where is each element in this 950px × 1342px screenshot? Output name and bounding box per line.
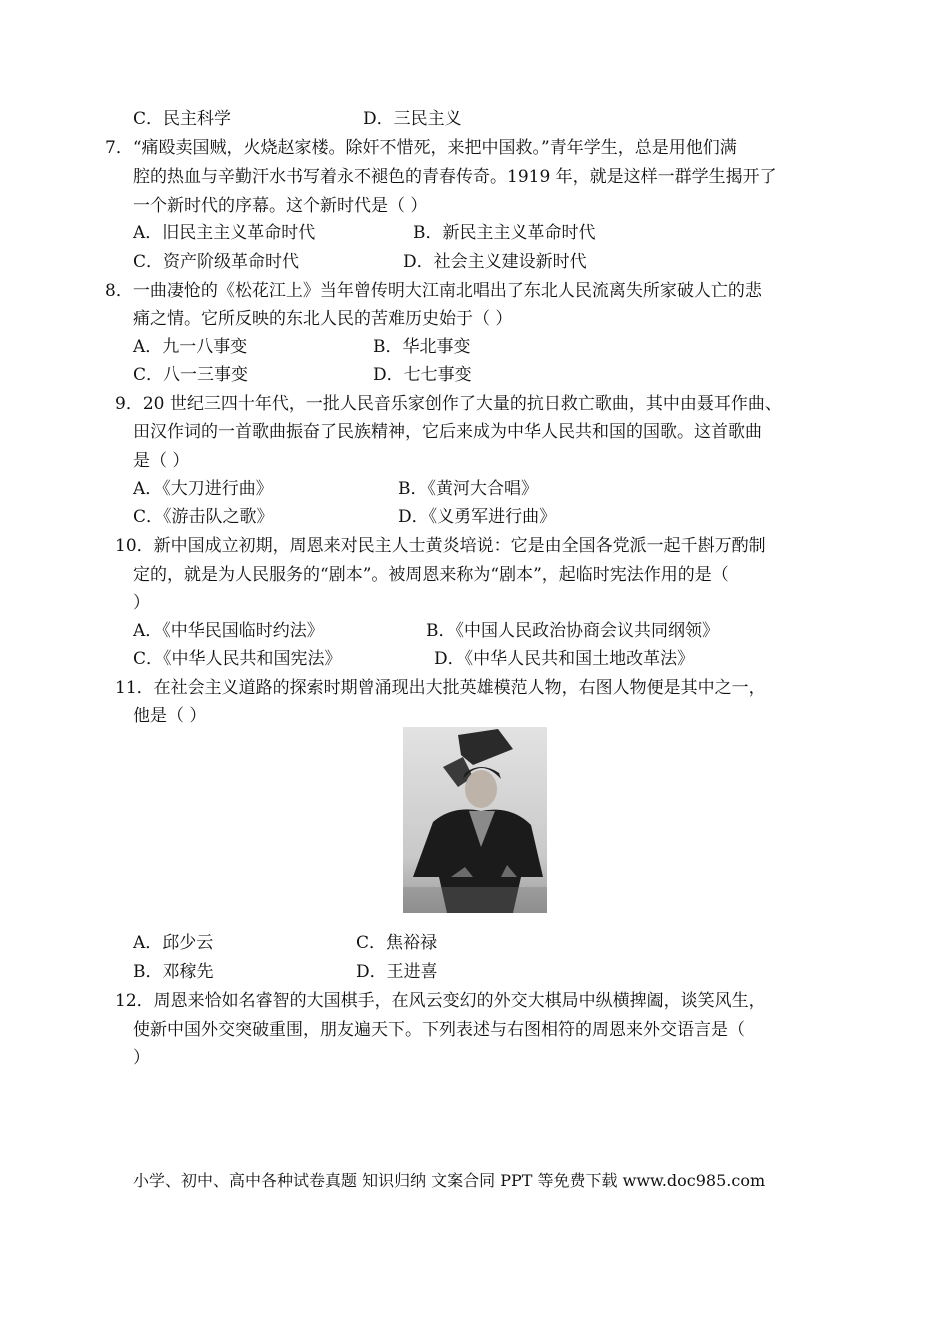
q10-option-c: C．《中华人民共和国宪法》 (133, 649, 342, 669)
q7-stem-line3: 一个新时代的序幕。这个新时代是（ ） (133, 196, 428, 216)
q8-option-d: D．七七事变 (373, 365, 472, 385)
q10-stem-line1: 10．新中国成立初期，周恩来对民主人士黄炎培说：它是由全国各党派一起千斟万酌制 (115, 536, 766, 556)
q9-option-d: D．《义勇军进行曲》 (398, 507, 557, 527)
page-footer: 小学、初中、高中各种试卷真题 知识归纳 文案合同 PPT 等免费下载 www.doc985.com (133, 1171, 766, 1190)
q8-option-b: B．华北事变 (373, 337, 471, 357)
q11-stem-line1: 11．在社会主义道路的探索时期曾涌现出大批英雄模范人物，右图人物便是其中之一， (115, 678, 766, 698)
q10-option-d: D．《中华人民共和国土地改革法》 (434, 649, 695, 669)
q8-option-a: A．九一八事变 (133, 337, 248, 357)
hero-portrait-photo (403, 727, 547, 913)
q10-option-a: A．《中华民国临时约法》 (133, 621, 324, 641)
q10-option-b: B．《中国人民政治协商会议共同纲领》 (426, 621, 719, 641)
q11-stem-line2: 他是（ ） (133, 706, 207, 726)
q7-option-a: A．旧民主主义革命时代 (133, 223, 316, 243)
q9-option-c: C．《游击队之歌》 (133, 507, 274, 527)
q7-stem-line2: 腔的热血与辛勤汗水书写着永不褪色的青春传奇。1919 年，就是这样一群学生揭开了 (133, 167, 777, 187)
q12-stem-line2: 使新中国外交突破重围，朋友遍天下。下列表述与右图相符的周恩来外交语言是（ (133, 1020, 745, 1040)
q9-stem-line3: 是（ ） (133, 451, 190, 471)
q8-stem-line1: 8．一曲凄怆的《松花江上》当年曾传明大江南北唱出了东北人民流离失所家破人亡的悲 (105, 281, 762, 301)
q7-option-c: C．资产阶级革命时代 (133, 252, 300, 272)
q9-option-a: A．《大刀进行曲》 (133, 479, 273, 499)
q7-stem-line1: 7．“痛殴卖国贼，火烧赵家楼。除奸不惜死，来把中国救。”青年学生，总是用他们满 (105, 138, 737, 158)
q11-option-a: A．邱少云 (133, 933, 214, 953)
q6-option-c: C．民主科学 (133, 109, 232, 129)
portrait-figure-icon (403, 727, 547, 913)
q7-option-b: B．新民主主义革命时代 (413, 223, 596, 243)
q12-stem-line1: 12．周恩来恰如名睿智的大国棋手，在风云变幻的外交大棋局中纵横捭阖，谈笑风生， (115, 991, 766, 1011)
q8-option-c: C．八一三事变 (133, 365, 249, 385)
q11-option-d: D．王进喜 (356, 962, 438, 982)
q10-stem-line3: ） (133, 593, 150, 613)
q9-stem-line1: 9．20 世纪三四十年代，一批人民音乐家创作了大量的抗日救亡歌曲，其中由聂耳作曲、 (115, 394, 782, 414)
q8-stem-line2: 痛之情。它所反映的东北人民的苦难历史始于（ ） (133, 309, 513, 329)
q11-option-c: C．焦裕禄 (356, 933, 438, 953)
q11-option-b: B．邓稼先 (133, 962, 214, 982)
q6-option-d: D．三民主义 (363, 109, 462, 129)
q10-stem-line2: 定的，就是为人民服务的“剧本”。被周恩来称为“剧本”，起临时宪法作用的是（ (133, 565, 729, 585)
q9-option-b: B．《黄河大合唱》 (398, 479, 538, 499)
q7-option-d: D．社会主义建设新时代 (403, 252, 587, 272)
q9-stem-line2: 田汉作词的一首歌曲振奋了民族精神，它后来成为中华人民共和国的国歌。这首歌曲 (133, 422, 762, 442)
q12-stem-line3: ） (133, 1048, 150, 1068)
